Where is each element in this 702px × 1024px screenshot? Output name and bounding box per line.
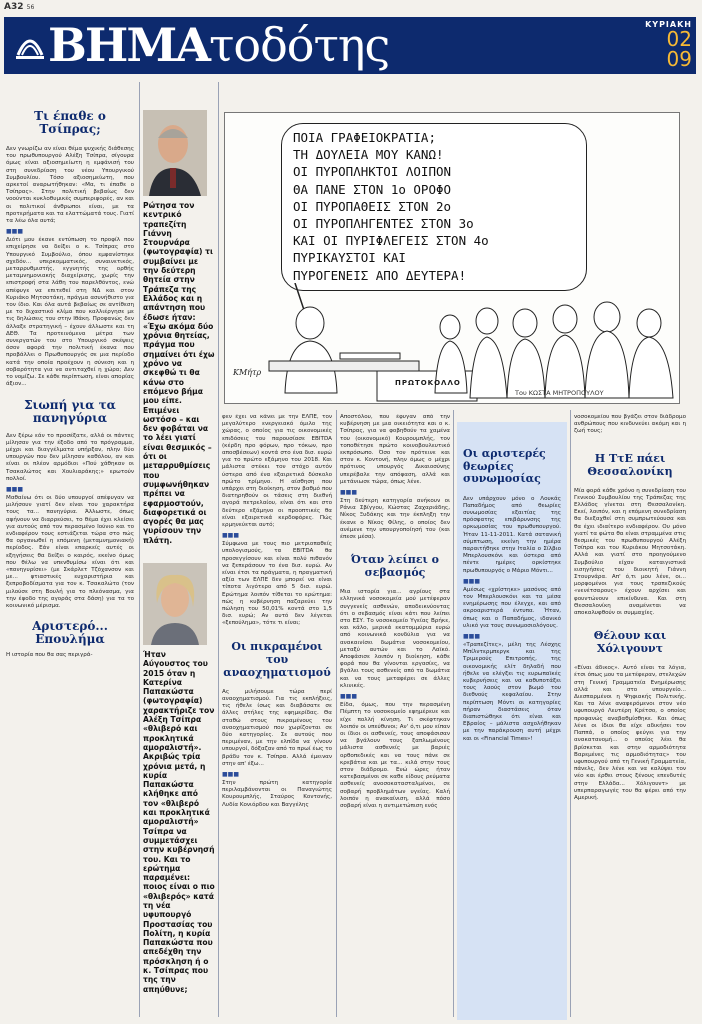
paragraph: Μια ιστορία για... αγρίους στα ελληνικά νοσοκομεία μού μετέφεραν συγγενείς ασθενών, αποδεικνύοντας ότι ο σεβασμός είναι κάτι που λείπει στο ΕΣΥ. Το νοσοκομείο Υγείας Βρήκε, και κάλο, μερικά εκατομμύρια ευρώ από κοινωνικά κονδύλια για να ανακαινίσει δωμάτια νοσοκομείου, μεταξύ αυτών και το Λαϊκό. Αποφάσισε λοιπόν η διοίκηση, κάθε φορά που θα γίνονται εργασίες, να βγάλει τους ασθενείς από τα δωμάτια και να τους μεταφέρει σε άλλες κλινικές. — [340, 589, 450, 689]
text-block — [6, 433, 134, 611]
paragraph: «Τραπεζίτες», μέλη της Λέσχης Μπίλντερμπεργκ και της Τριμερούς Επιτροπής, της οικονομικής ελίτ δηλαδή που ήθελε να ελέγξει τις ευρωπαϊκές κυβερνήσεις και να καθυποτάξει τους λαούς στον βωμό του διεθνούς κεφαλαίου. Στην περίπτωση Μόντι οι κατηγορίες πήραν διαστάσεις όταν διαπιστώθηκε ότι είναι και Εβραίος – μάλιστα ασχολήθηκαν με την παράκρουση αυτή μέχρι και οι «Financial Times»! — [463, 641, 561, 742]
heading-pikramenoi: Οι πικραμένοι του αναοχηματισμού — [223, 639, 331, 679]
paragraph: Διότι μου έκανε εντύπωση το προφίλ που επιχείρησε να δείξει ο κ. Τσίπρας στο Υπουργικό Συμβούλιο, όπου εμφανίστηκε σχεδόν... υπερκομματικός, συναινετικός, μεταρρυθμιστής, εγγυητής της ορθής μεταμνημονιακής διαχείρισης, χωρίς την επιστροφή στα λάθη του παρελθόντος, ενώ απέφυγε να επιτεθεί στη ΝΔ και στον Κυριάκο Μητσοτάκη, πράγμα ασυνήθιστο για τον ίδιο. Και όλα αυτά βεβαίως σε αντίθεση με το διχαστικό κλίμα που καλλιέργησε με τις δηλώσεις του στην Ιθάκη. Προφανώς δεν άλλαξε στρατηγική – έχουν άλλωστε και τη ΔΕΘ. Τα προτεινόμενα μέτρα των συνεργατών του στο Υπουργικό σκέψεις όσον αφορά την πολιτική έκανα που προβάλλει ο Πρωθυπουργός σε μια περίοδο κατά την οποία προέχουν η σύνεση και η σοβαρότητα για να αντιταχθεί η χώρα; Δεν το νομίζω. Σε κάθε περίπτωση, είναι απορίας άξιον... — [6, 237, 134, 388]
photo-papakosta — [143, 563, 207, 645]
masthead-title-part2: τοδότης — [208, 18, 390, 72]
column-2 — [143, 110, 215, 1020]
text-block — [463, 496, 561, 743]
paragraph: Μαθαίνω ότι οι δύο υπουργοί απέφυγαν να μιλήσουν γιατί δεν είναι του χαρακτήρα τους τα... πανηγύρια. Άλλωστε, όπως αφήνουν να διαρρεύσει, το θέμα έχει κλείσει για αυτούς από τον περασμένο Ιούνιο και το ενδιαφέρον τους εστιάζεται τώρα στο πώς θα οργανωθεί η επόμενη (μεταμνημονιακή) περίοδος. Εάν είναι επαρκείς αυτές οι εξηγήσεις θα δείξει ο καιρός, εκείνο όμως που θέλω να υπενθυμίσω είναι ότι και «πανηγυρίσει» (με Σκάρλετ Τζόχανσον και με... φτιαστικές ευχαριστήρια και ξεπροβοδίσματα για τον κ. Τσακαλώτο (τον μιλούσε στη Βουλή για το πλεόνασμα, για την έφοδο της αγοράς στα δάση) για τα το κοινωνικό μέρισμα. — [6, 494, 134, 609]
text-block — [340, 589, 450, 810]
date-day: ΚΥΡΙΑΚΗ — [645, 20, 692, 29]
masthead — [4, 17, 696, 74]
column-4 — [340, 414, 450, 1020]
column-5-box — [457, 422, 567, 1020]
text-block — [574, 665, 686, 802]
heading-sevasmos: Όταν λείπει ο σεβασμός — [350, 553, 440, 580]
column-1 — [6, 88, 134, 1020]
masthead-title-part1: ΒΗΜΑ — [48, 18, 209, 72]
section-marker-icon: ■■■ — [222, 532, 240, 540]
text-block — [340, 414, 450, 541]
section-marker-icon: ■■■ — [6, 228, 24, 236]
paragraph: Αποστόλου, που έφυγαν από την κυβέρνηση με μια οικειότητα και ο κ. Τσίπρας, για να φοβηθούν τα χαμένα του (οικονομικό) Κουρουμπλής, τον τοποθέτησε πρώτο κοινοβουλευτικό εκπρόσωπο. Όσο τον πρότεινε και στον κ. Κοντονή, πλην όμως ο μέχρι πρότινος υπουργός Δικαιοσύνης υπερέβαλε την απόφαση, αλλά και μετάνιωσε τώρα, όπως λένε. — [340, 414, 450, 485]
page-number-small: 56 — [26, 4, 35, 11]
text-block — [6, 146, 134, 389]
page-number-main: A32 — [4, 2, 24, 12]
paragraph: Σύμφωνα με τους πιο μετριοπαθείς υπολογισμούς, τα EBITDA θα προσεγγίσουν και είναι πολύ πιθανόν να ξεπεράσουν το ένα δισ. ευρώ. Αν είναι έτσι τα πράγματα, η πραγματική αξία των ΕΛΠΕ δεν μπορεί να είναι τίποτα λιγότερο από 5 δισ. ευρώ. Ερώτημα λοιπόν τίθεται το ερώτημα: πώς η κυβέρνηση παζαρεύει την πώληση του 50,01% κοντά στο 1,5 δισ. ευρώ; Αν αυτό δεν λέγεται «ξεπούλημα», τότε τι είναι; — [222, 541, 332, 627]
paragraph: Η ιστορία που θα σας περιγρά- — [6, 652, 93, 659]
date-month-num: 09 — [666, 47, 692, 71]
paragraph: Είδα, όμως, που την περασμένη Πέμπτη το νοσοκομείο εφημέρευε και είχε πολλή κίνηση. Τι σκέφτηκαν λοιπόν οι υπεύθυνοι; Αν' ό,τι μου είπαν οι ίδιοι οι ασθενείς, τους αποφάσισαν να βγάλουν τους ξαπλωμένους μάλιστα ασθενείς με βαριές ορθοπεδικές και να τους πάνε σε κρεβάτια και με τα... κιλά στην τους στον διάδρομο. Ενώ ώρες ήταν κατεβασμένοι σε καθε είδους ρεύματα ασθενείς ανοσοκατασταλμένοι, σε σοβαρή προβλημάτων υγείας. Καλή λοιπόν η ανακαίνιση, αλλά πόσο σοβαρή είναι η αντιμετώπιση ενός — [340, 702, 450, 809]
section-marker-icon: ■■■ — [340, 693, 358, 701]
cartoon-bubble-text: ΠΟΙΑ ΓΡΑΦΕΙΟΚΡΑΤΙΑ; ΤΗ ΔΟΥΛΕΙΑ ΜΟΥ ΚΑΝΩ! ΟΙ ΠΥΡΟΠΛΗΚΤΟΙ ΛΟΙΠΟΝ ΘΑ ΠΑΝΕ ΣΤΟΝ 1ο ΟΡΟΦΟ ΟΙ ΠΥΡΟΠΑΘΕΙΣ ΣΤΟΝ 2ο ΟΙ ΠΥΡΟΠΛΗΓΕΝΤΕΣ ΣΤΟΝ 3ο ΚΑΙ ΟΙ ΠΥΡΙΦΛΕΓΕΙΣ ΣΤΟΝ 4ο ΠΥΡΙΚΑΥΣΤΟΙ ΚΑΙ ΠΥΡΟΓΕΝΕΙΣ ΑΠΟ ΔΕΥΤΕΡΑ! — [293, 130, 489, 283]
heading-siopi: Σιωπή για τα πανηγύρια — [24, 397, 116, 425]
cartoon — [224, 112, 680, 404]
paragraph: Ας μιλήσουμε τώρα περί αναοχηματισμού. Για τις εκπλήξεις, τις ήθελε ίσως και διαβάσατε σε άλλες στήλες της εφημερίδας. Θα σταθώ στους πικραμένους του αναοχηματισμού που χωρίζονται σε δύο κατηγορίες. Σε αυτούς που περιμέναν, με την ελπίδα να γίνουν υπουργοί, δόξαζαν από το πρωί έως το βράδυ τον κ. Τσίπρα. Αλλά έμειναν στην απ' έξω... — [222, 688, 332, 767]
paragraph: «Είναι άδικος». Αυτό είναι τα λόγια, έτσι όπως μου τα μετέφεραν, στελεχών στη Γενική Γραμματεία Ενημέρωσης αλλά και στο υπουργείο... Διεσπαρμένοι η Ψηφιακής Πολιτικής. Και τα λένε αναφερόμενοι στον νέο υφυπουργό Λευτέρη Κρέτσο, ο οποίος προφανώς αναβαθμίσθηκε. Και όπως λένε οι ίδιοι θα είχε αδικήσει τον Παππά, ο οποίος φεύγει για την ανακατανομή... ο οποίος λέει θα βρίσκεται και στην αρμοδιότητα Βαρεμένες τις αρμοδιότητας» του υφυπουργού από τη Γενική Γραμματεία, πάνελς, δεν λένε και να καλύψει τον νέο και έρθει στους ξένους επενδυτές στην Ελλάδα... Χόλιγουντ» με υπερπαραγωγές του θα φέρει από την Αμερική. — [574, 665, 686, 801]
rule-2 — [218, 82, 219, 1017]
heading-ti-epathe: Τι έπαθε ο Τσίπρας; — [34, 109, 106, 136]
heading-tte: Η ΤτΕ πάει Θεσσαλονίκη — [587, 451, 673, 478]
section-marker-icon: ■■■ — [6, 485, 24, 493]
text-block — [574, 488, 686, 618]
photo-stournaras — [143, 110, 207, 196]
column-6 — [574, 414, 686, 1020]
paragraph: Δεν ξέρω εάν το προσέξατε, αλλά οι πάντες μίλησαν για την έξοδο από το πρόγραμμα, μέχρι και διαγγέλματα υπήρξαν, πλην δύο υπουργών που δεν μίλησαν καθόλου, αν και είναι οι πλέον αρμόδιοι «Πού χάθηκαν οι Τσακαλώτος και Χουλιαράκης;» ερωτούν πολλοί. — [6, 432, 134, 482]
paragraph: Δεν υπάρχουν μόνο ο Λουκάς Παπαδήμος από θεωρίες συνωμοσίας εξαιτίας της πρόσφατης επιβάρυνσης της ορκωμοσίας του πρωθυπουργού. Ήταν 11-11-2011. Κατά σατανική σύμπτωση, εκείνη την ημέρα παραιτήθηκε στην Ιταλία ο Σίλβιο Μπερλουσκόνι και ύστερα από πέντε ημέρες ορκίστηκε πρωθυπουργός ο Μάριο Μόντι... — [463, 495, 561, 574]
paragraph: Αμέσως «χρίστηκε» μασόνος από τον Μπερλουσκόνι και τα μέσα ενημέρωσης που έλεγχε, και από ακροαριστερά έντυπα. Ήταν, όπως και ο Παπαδήμος, ιδανικό υλικό για τους συνωμοσιολόγους. — [463, 586, 561, 629]
section-marker-icon: ■■■ — [222, 770, 240, 778]
text-block — [574, 414, 686, 436]
paragraph: Μία φορά κάθε χρόνο η συνεδρίαση του Γενικού Συμβουλίου της Τράπεζας της Ελλάδος γίνεται στη Θεσσαλονίκη. Εκεί, λοιπόν, και η επόμενη συνεδρίαση θα διεξαχθεί στη συμπρωτεύουσα και θα έχει ιδιαίτερο ενδιαφέρον. Ου μόνο γιατί τα φώτα θα είναι στραμμένα στις θεσμικές του πρωθυπουργού Αλέξη Τσίπρα και του Κυριάκου Μητσοτάκη. Αλλά και γιατί στο προηγούμενο Συμβούλιο είχαν καταιγιστικά εισηγήσεις του διοικητή Γιάννη Στουρνάρα. Απ' ό,τι μου λένε, οι... μορφομένοι για τους τραπεζικούς «νενέτσαρους» έχουν αρχίσει και φουντώνουν επικίνδυνα. Και στη Θεσσαλονίκη αναμένεται να αποκαλυφθούν οι συμμαχίες. — [574, 487, 686, 617]
paragraph: Στην πρώτη κατηγορία περιλαμβάνονται οι Παναγιώτης Κουρουμπλής, Σταύρος Κοντονής, Λυδία Κονιόρδου και Βαγγέλης — [222, 779, 332, 808]
heading-holigount: Θέλουν και Χόλιγουντ — [593, 629, 667, 656]
column-3 — [222, 414, 332, 1020]
section-marker-icon: ■■■ — [340, 489, 358, 497]
heading-synomosia: Οι αριστερές θεωρίες συνωμοσίας — [463, 447, 546, 485]
rule-4 — [453, 410, 454, 1017]
section-marker-icon: ■■■ — [463, 577, 481, 585]
text-block — [6, 652, 134, 659]
masthead-title — [48, 20, 389, 70]
paragraph: φεν έχει να κάνει με την ΕΛΠΕ, τον μεγαλύτερο ενεργειακό όμιλο της χώρας, ο οποίος για τις οικονομικές επιδόσεις του παρουσίασε EBITDA (κέρδη προ φόρων, προ τόκων, προ αποσβέσεων) κοντά στο ένα δισ. ευρώ για το πρώτο εξάμηνο του 2018. Και μάλιστα στέκει τον στόχο αυτόν ύστερα από ένα εξαιρετικά δύσκολο πρώτο τρίμηνο. Η αίσθηση που υπάρχει στη διοίκηση, στον βαθμό που διατηρηθούν οι τάσεις στη διεθνή αγορά πετρελαίου, είναι ότι και στο δεύτερο εξάμηνο οι προοπτικές θα είναι εξαιρετικά κερδοφόρες. Πώς ερμηνεύεται αυτό; — [222, 414, 332, 529]
desk-sign: ΠΡΩΤΟΚΟΛΛΟ — [395, 379, 461, 387]
paragraph: Στη δεύτερη κατηγορία ανήκουν οι Ράνια Σβίγγου, Κώστας Ζαχαριάδης, Νίκος Ξυδάκης και την έκπληξη την έκανε ο Νίκος Φίλης, ο οποίος δεν ανέμενε την υπουργοποίησή του (και έπεσε μέσα). — [340, 498, 450, 541]
rule-1 — [139, 82, 140, 1017]
masthead-date — [616, 20, 692, 69]
page-number — [4, 2, 34, 12]
text-block — [222, 689, 332, 809]
paragraph: νοσοκομείου που βγάζει στον διάδρομο ανθρώπους που κινδυνεύει ακόμη και η ζωή τους; — [574, 414, 686, 435]
cartoon-credit: Του ΚΩΣΤΑ ΜΗΤΡΟΠΟΥΛΟΥ — [515, 389, 604, 397]
text-block — [222, 414, 332, 628]
caption-stournaras: Ρώτησα τον κεντρικό τραπεζίτη Γιάννη Στουρνάρα (φωτογραφία) τι συμβαίνει με την δεύτερη θητεία στην Τράπεζα της Ελλάδος και η απάντηση που έδωσε ήταν: «Έχω ακόμα δύο χρόνια θητείας, πράγμα που σημαίνει ότι έχω χρόνο να σκεφθώ τι θα κάνω στο επόμενο βήμα μου είπε. Επιμένει ωστόσο – και δεν φοβάται να το λέει γιατί είναι θεσμικός – ότι οι μεταρρυθμίσεις που συμφωνήθηκαν πρέπει να εφαρμοστούν, διαφορετικά οι αγορές θα μας γυρίσουν την πλάτη. — [143, 201, 215, 545]
rule-3 — [336, 410, 337, 1017]
masthead-logo-icon — [14, 25, 46, 65]
rule-5 — [570, 410, 571, 1017]
heading-aristero: Αριστερό... Επουλήμα — [32, 619, 108, 647]
cartoon-signature: ΚΜήτρ — [233, 368, 262, 377]
section-marker-icon: ■■■ — [463, 632, 481, 640]
paragraph: Δεν γνωρίζω αν είναι θέμα ψυχικής διάθεσης του πρωθυπουργού Αλέξη Τσίπρα, σίγουρα όμως είναι αξιοσημείωτη η εμφάνισή του στη συνεδρίαση του νέου Υπουργικού Συμβουλίου. Τόσο αξιοσημείωτη, που αρκετοί αναρωτήθηκαν: «Μα, τι έπαθε ο Τσίπρας». Στην πολιτική βεβαίως δεν νοούνται κυκλοθυμικές συμπεριφορές, αν και οι πολιτικοί άνθρωποι είναι, με τα προτερήματα και τα ελαττώματά τους. Γιατί τα λέω όλα αυτά; — [6, 146, 134, 225]
caption-papakosta: Ήταν Αύγουστος του 2015 όταν η Κατερίνα Παπακώστα (φωτογραφία) χαρακτήριζε τον Αλέξη Τσίπρα «θλιβερό και προκλητικά αμοραλιστή». Ακριβώς τρία χρόνια μετά, η κυρία Παπακώστα κλήθηκε από τον «θλιβερό και προκλητικά αμοραλιστή» Τσίπρα να συμμετάσχει στην κυβέρνησή του. Και το ερώτημα παραμένει: ποιος είναι ο πιο «θλιβερός» κατά τη νέα υφυπουργό Προστασίας του Πολίτη, η κυρία Παπακώστα που απεδέχθη την πρόσκληση ή ο κ. Τσίπρας που της την απηύθυνε; — [143, 649, 215, 994]
date-day-num: 02 — [666, 27, 692, 51]
